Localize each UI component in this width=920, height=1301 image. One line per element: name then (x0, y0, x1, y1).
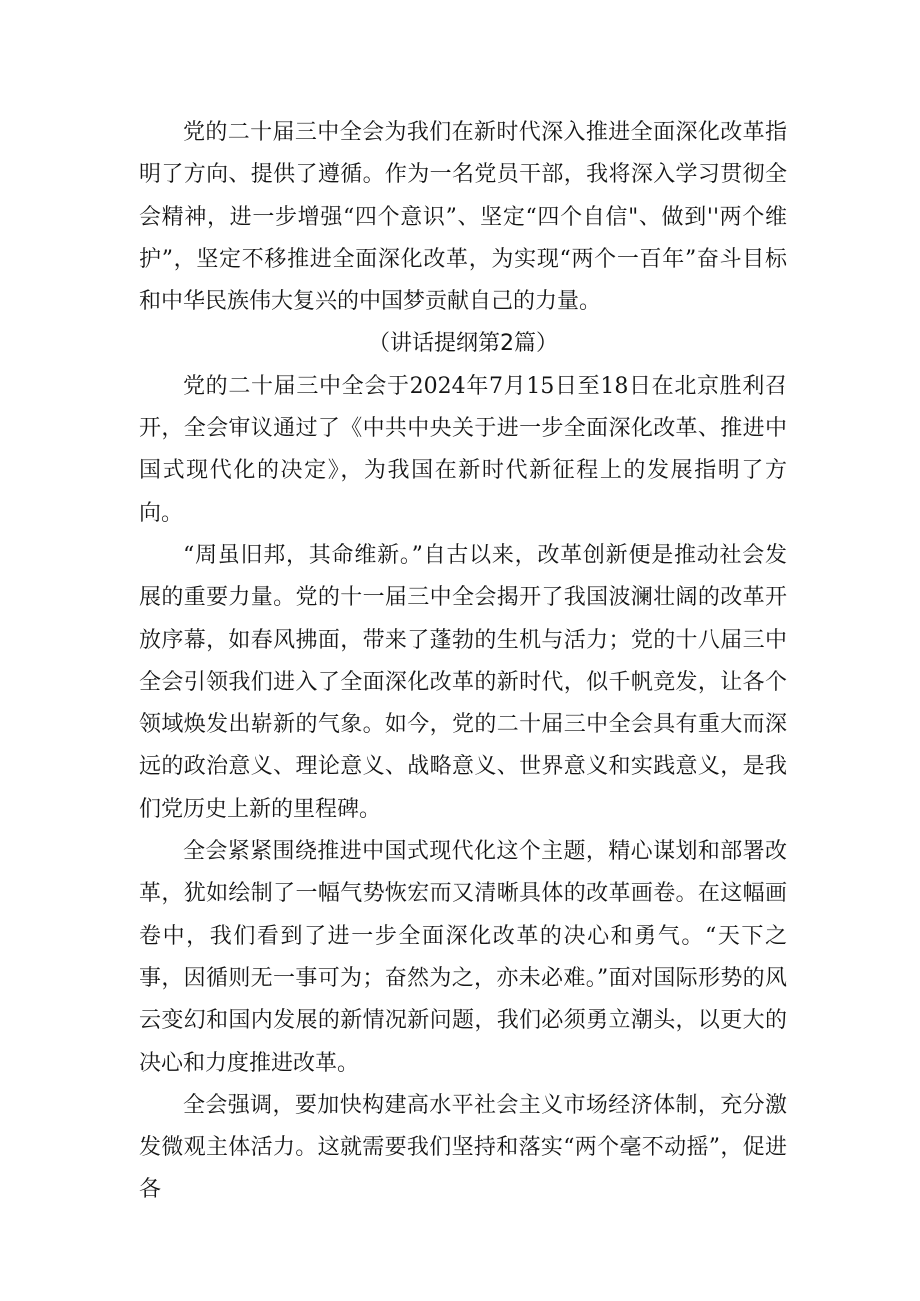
paragraph: 党的二十届三中全会于2024年7月15日至18日在北京胜利召开，全会审议通过了《中共中央关于进一步全面深化改革、推进中国式现代化的决定》，为我国在新时代新征程上的发展指明了方向。 (139, 373, 787, 526)
section-heading: （讲话提纲第2篇） (368, 331, 558, 357)
paragraph: “周虽旧邦，其命维新。”自古以来，改革创新便是推动社会发展的重要力量。党的十一届三中全会揭开了我国波澜壮阔的改革开放序幕，如春风拂面，带来了蓬勃的生机与活力；党的十八届三中全会引领我们进入了全面深化改革的新时代，似千帆竞发，让各个领域焕发出崭新的气象。如今，党的二十届三中全会具有重大而深远的政治意义、理论意义、战略意义、世界意义和实践意义，是我们党历史上新的里程碑。 (139, 542, 787, 822)
document-body (139, 112, 787, 1212)
paragraph: 党的二十届三中全会为我们在新时代深入推进全面深化改革指明了方向、提供了遵循。作为一名党员干部，我将深入学习贯彻全会精神，进一步增强“四个意识”、坚定“四个自信"、做到''两个维护”，坚定不移推进全面深化改革，为实现“两个一百年”奋斗目标和中华民族伟大复兴的中国梦贡献自己的力量。 (139, 120, 787, 315)
paragraph: 全会强调，要加快构建高水平社会主义市场经济体制，充分激发微观主体活力。这就需要我们坚持和落实“两个毫不动摇”，促进各 (139, 1092, 787, 1203)
paragraph: 全会紧紧围绕推进中国式现代化这个主题，精心谋划和部署改革，犹如绘制了一幅气势恢宏而又清晰具体的改革画卷。在这幅画卷中，我们看到了进一步全面深化改革的决心和勇气。“天下之事，因循则无一事可为；奋然为之，亦未必难。”面对国际形势的风云变幻和国内发展的新情况新问题，我们必须勇立潮头，以更大的决心和力度推进改革。 (139, 839, 787, 1076)
